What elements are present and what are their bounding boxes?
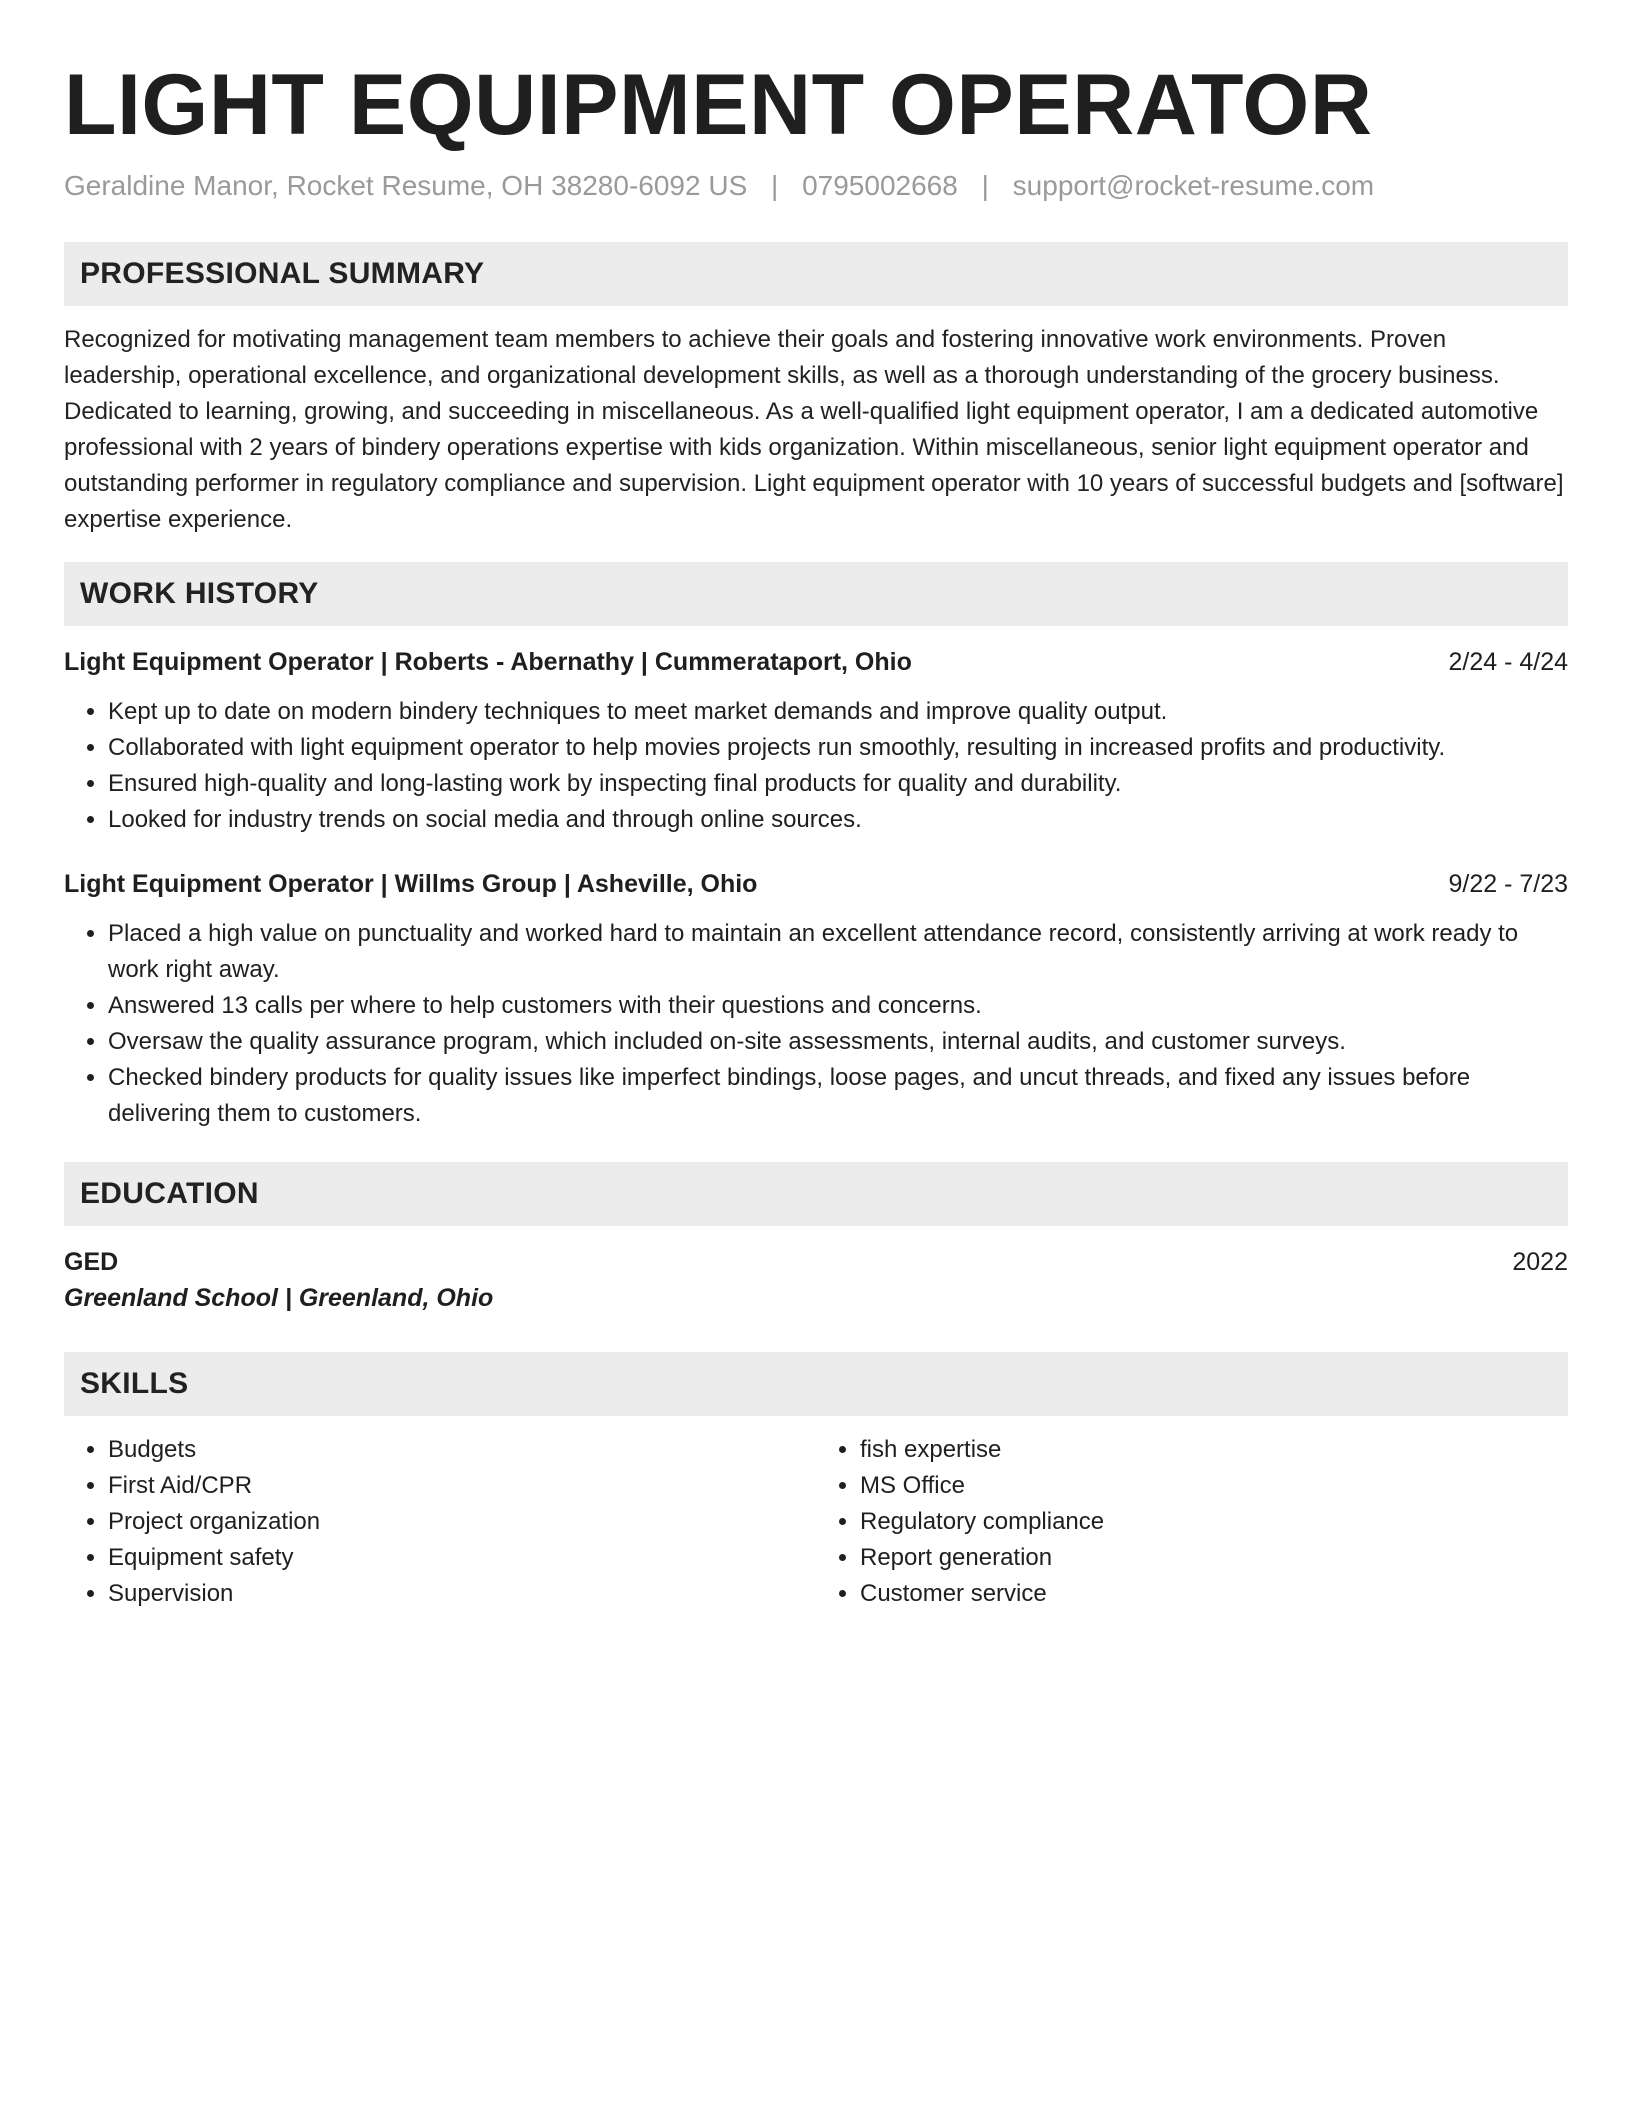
- section-heading-work-history: WORK HISTORY: [64, 562, 1568, 626]
- job-bullet: • Looked for industry trends on social media and through online sources.: [108, 802, 1568, 838]
- contact-email: support@rocket-resume.com: [1012, 170, 1375, 201]
- section-heading-summary: PROFESSIONAL SUMMARY: [64, 242, 1568, 306]
- education-degree: GED: [64, 1248, 119, 1276]
- job-title: Light Equipment Operator | Roberts - Abernathy | Cummerataport, Ohio: [64, 648, 912, 676]
- skill-item: • Budgets: [108, 1432, 816, 1468]
- job-bullet: • Checked bindery products for quality issues like imperfect bindings, loose pages, and uncut threads, and fixed any issues before delivering them to customers.: [108, 1060, 1568, 1132]
- skills-grid: [64, 1432, 1568, 1612]
- summary-paragraph: Recognized for motivating management team members to achieve their goals and fostering innovative work environments. Proven leadership, operational excellence, and organizational development skills, as well as a thorough understanding of the grocery business. Dedicated to learning, growing, and succeeding in miscellaneous. As a well-qualified light equipment operator, I am a dedicated automotive professional with 2 years of bindery operations expertise with kids organization. Within miscellaneous, senior light equipment operator and outstanding performer in regulatory compliance and supervision. Light equipment operator with 10 years of successful budgets and [software] expertise experience.: [64, 326, 1564, 533]
- skill-item: • fish expertise: [860, 1432, 1568, 1468]
- job-dates: 9/22 - 7/23: [1448, 870, 1568, 898]
- job-bullet: • Kept up to date on modern bindery techniques to meet market demands and improve quality output.: [108, 694, 1568, 730]
- skill-item: • Customer service: [860, 1576, 1568, 1612]
- job-bullet: • Placed a high value on punctuality and worked hard to maintain an excellent attendance record, consistently arriving at work ready to work right away.: [108, 916, 1568, 988]
- contact-separator: |: [981, 170, 989, 201]
- skill-item: • Project organization: [108, 1504, 816, 1540]
- skill-item: • Regulatory compliance: [860, 1504, 1568, 1540]
- job-bullet: • Oversaw the quality assurance program, which included on-site assessments, internal audits, and customer surveys.: [108, 1024, 1568, 1060]
- resume-name-title: LIGHT EQUIPMENT OPERATOR: [64, 57, 1373, 153]
- skills-column-right: [816, 1432, 1568, 1612]
- education-year: 2022: [1512, 1248, 1568, 1276]
- job-entry: [64, 866, 1568, 1132]
- section-heading-education: EDUCATION: [64, 1162, 1568, 1226]
- job-entry: [64, 644, 1568, 838]
- contact-phone: 0795002668: [802, 170, 958, 201]
- skill-item: • Equipment safety: [108, 1540, 816, 1576]
- skill-item: • Report generation: [860, 1540, 1568, 1576]
- contact-address: Geraldine Manor, Rocket Resume, OH 38280-6092 US: [64, 170, 748, 201]
- job-bullet: • Answered 13 calls per where to help customers with their questions and concerns.: [108, 988, 1568, 1024]
- job-bullet: • Ensured high-quality and long-lasting work by inspecting final products for quality and durability.: [108, 766, 1568, 802]
- job-header: [64, 866, 1568, 902]
- job-dates: 2/24 - 4/24: [1448, 648, 1568, 676]
- section-heading-skills: SKILLS: [64, 1352, 1568, 1416]
- job-bullets: [64, 694, 1568, 838]
- contact-line: [64, 170, 1568, 202]
- job-bullet: • Collaborated with light equipment operator to help movies projects run smoothly, resulting in increased profits and productivity.: [108, 730, 1568, 766]
- skills-column-left: [64, 1432, 816, 1612]
- skill-item: • First Aid/CPR: [108, 1468, 816, 1504]
- contact-separator: |: [771, 170, 779, 201]
- job-header: [64, 644, 1568, 680]
- education-school: Greenland School | Greenland, Ohio: [64, 1284, 494, 1312]
- job-bullets: [64, 916, 1568, 1132]
- skill-item: • MS Office: [860, 1468, 1568, 1504]
- skill-item: • Supervision: [108, 1576, 816, 1612]
- education-entry: [64, 1244, 1568, 1280]
- job-title: Light Equipment Operator | Willms Group | Asheville, Ohio: [64, 870, 758, 898]
